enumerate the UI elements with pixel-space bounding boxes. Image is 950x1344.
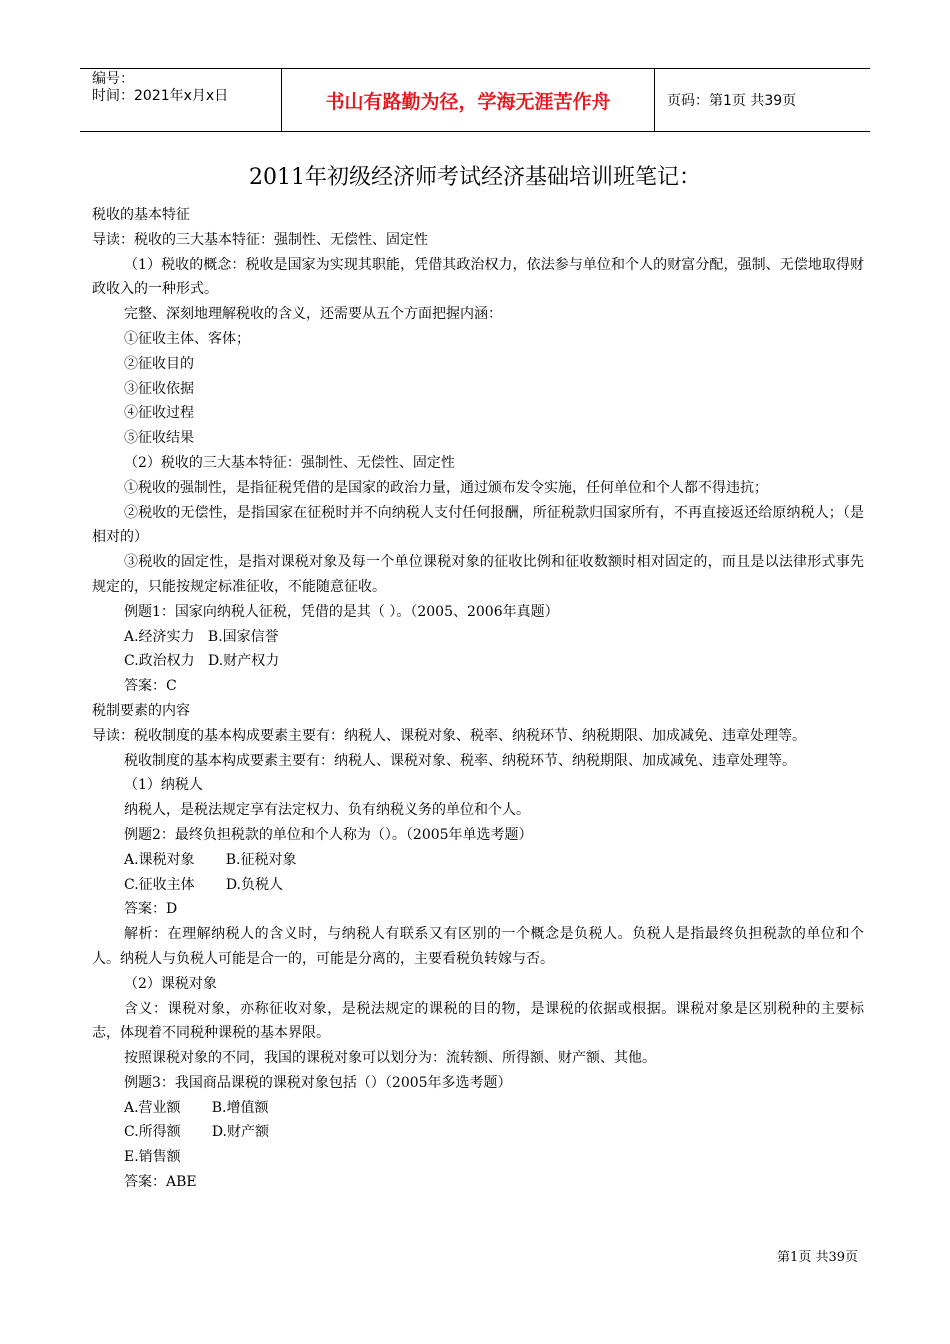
header-motto: 书山有路勤为径，学海无涯苦作舟 bbox=[282, 69, 655, 131]
header-page-number: 页码：第1页 共39页 bbox=[667, 93, 797, 109]
example-question: 例题3：我国商品课税的课税对象包括（）（2005年多选考题） bbox=[124, 1074, 512, 1091]
list-item: ②征收目的 bbox=[124, 355, 194, 372]
paragraph: （2）税收的三大基本特征：强制性、无偿性、固定性 bbox=[124, 454, 455, 471]
paragraph: 纳税人，是税法规定享有法定权力、负有纳税义务的单位和个人。 bbox=[124, 802, 530, 819]
example-question: 例题1：国家向纳税人征税，凭借的是其（ ）。（2005、2006年真题） bbox=[124, 603, 559, 620]
paragraph: ③税收的固定性，是指对课税对象及每一个单位课税对象的征收比例和征收数额时相对固定的，而且是以法律形式事先规定的，只能按规定标准征收，不能随意征收。 bbox=[92, 554, 864, 595]
paragraph: （1）纳税人 bbox=[124, 777, 203, 794]
section-heading: 税制要素的内容 bbox=[92, 702, 190, 719]
list-item: ④征收过程 bbox=[124, 405, 194, 422]
answer-option: C.所得额 D.财产额 bbox=[124, 1124, 269, 1141]
header-info-cell bbox=[80, 69, 282, 131]
answer: 答案：C bbox=[124, 678, 177, 695]
paragraph: ①税收的强制性，是指征税凭借的是国家的政治力量，通过颁布发令实施，任何单位和个人都不得违抗； bbox=[124, 479, 768, 496]
page-footer: 第1页 共39页 bbox=[777, 1250, 858, 1265]
answer-option: E.销售额 bbox=[124, 1149, 181, 1166]
paragraph: 完整、深刻地理解税收的含义，还需要从五个方面把握内涵： bbox=[124, 306, 502, 323]
answer-option: C.政治权力 D.财产权力 bbox=[124, 653, 280, 670]
paragraph: 税收制度的基本构成要素主要有：纳税人、课税对象、税率、纳税环节、纳税期限、加成减免、违章处理等。 bbox=[124, 752, 796, 769]
example-question: 例题2：最终负担税款的单位和个人称为（）。（2005年单选考题） bbox=[124, 826, 533, 843]
answer-option: C.征收主体 D.负税人 bbox=[124, 876, 283, 893]
paragraph: 含义：课税对象，亦称征收对象，是税法规定的课税的目的物，是课税的依据或根据。课税对象是区别税种的主要标志，体现着不同税种课税的基本界限。 bbox=[92, 1000, 864, 1042]
answer-option: A.营业额 B.增值额 bbox=[124, 1099, 269, 1116]
document-number-label: 编号： bbox=[92, 71, 134, 87]
answer-option: A.课税对象 B.征税对象 bbox=[124, 851, 297, 868]
answer: 答案：ABE bbox=[124, 1174, 197, 1191]
answer: 答案：D bbox=[124, 901, 178, 918]
paragraph: （1）税收的概念：税收是国家为实现其职能，凭借其政治权力，依法参与单位和个人的财富分配，强制、无偿地取得财政收入的一种形式。 bbox=[92, 256, 864, 298]
paragraph: 解析：在理解纳税人的含义时，与纳税人有联系又有区别的一个概念是负税人。负税人是指最终负担税款的单位和个人。纳税人与负税人可能是合一的，可能是分离的，主要看税负转嫁与否。 bbox=[92, 926, 864, 967]
section-heading: 税收的基本特征 bbox=[92, 207, 190, 223]
paragraph: ②税收的无偿性，是指国家在征税时并不向纳税人支付任何报酬，所征税款归国家所有，不再直接返还给原纳税人；（是相对的） bbox=[92, 504, 864, 546]
page-header bbox=[80, 68, 870, 132]
paragraph: 导读：税收制度的基本构成要素主要有：纳税人、课税对象、税率、纳税环节、纳税期限、加成减免、违章处理等。 bbox=[92, 727, 806, 744]
list-item: ⑤征收结果 bbox=[124, 430, 194, 447]
answer-option: A.经济实力 B.国家信誉 bbox=[124, 628, 279, 645]
document-time-label: 时间：2021年x月x日 bbox=[92, 88, 229, 104]
paragraph: 按照课税对象的不同，我国的课税对象可以划分为：流转额、所得额、财产额、其他。 bbox=[124, 1050, 656, 1067]
list-item: ①征收主体、客体； bbox=[124, 330, 250, 347]
paragraph: 导读：税收的三大基本特征：强制性、无偿性、固定性 bbox=[92, 231, 428, 248]
document-title: 2011年初级经济师考试经济基础培训班笔记： bbox=[249, 165, 701, 190]
paragraph: （2）课税对象 bbox=[124, 975, 217, 992]
document-body bbox=[92, 203, 864, 1195]
list-item: ③征收依据 bbox=[124, 380, 194, 397]
